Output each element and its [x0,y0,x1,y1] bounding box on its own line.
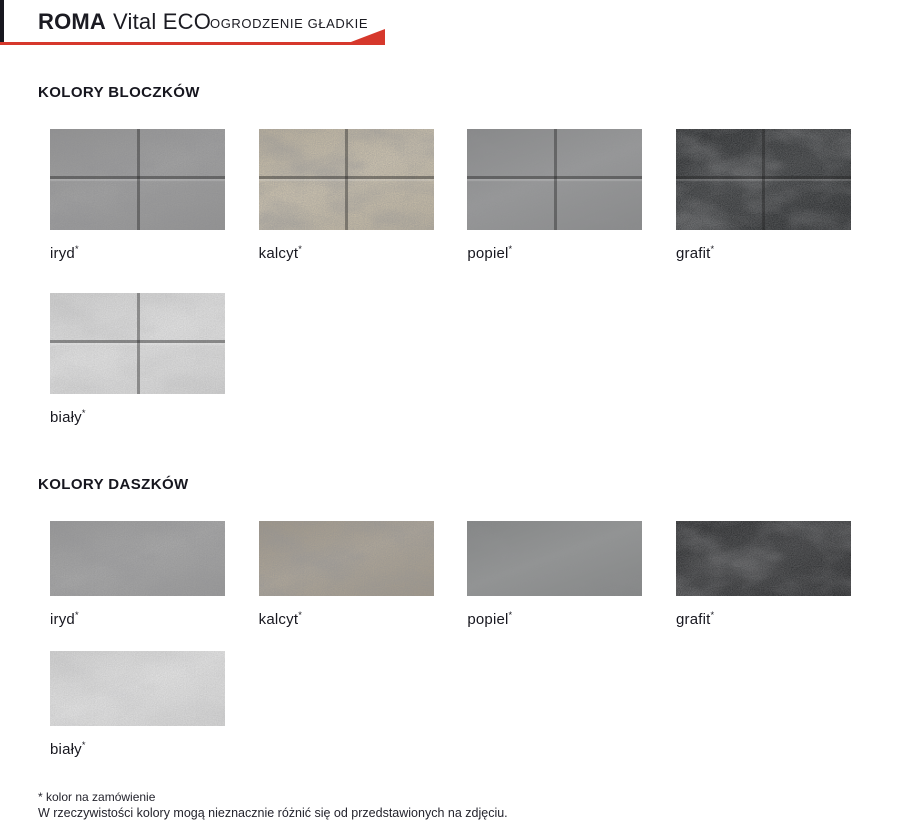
brand-title [38,9,211,35]
swatch-grid-daszki [50,521,851,760]
order-note-asterisk: * [710,610,715,620]
swatch-cell [676,129,851,264]
order-note-asterisk: * [74,610,79,620]
order-note-asterisk: * [81,408,86,418]
swatch-label: grafit* [675,244,715,262]
swatch-cell [50,521,225,630]
swatch-popiel-bloczki [467,129,642,230]
accent-underline [0,42,385,45]
swatch-label: popiel* [467,610,513,628]
swatch-label: kalcyt* [258,610,303,628]
swatch-iryd-bloczki [50,129,225,230]
swatch-kalcyt-bloczki [259,129,434,230]
swatch-label: grafit* [675,610,715,628]
swatch-cell [50,651,225,760]
order-note-asterisk: * [298,244,303,254]
brand-name-light: Vital ECO [113,9,212,34]
swatch-popiel-daszki [467,521,642,596]
swatch-kalcyt-daszki [259,521,434,596]
section-title-daszki: KOLORY DASZKÓW [38,476,189,493]
order-note-asterisk: * [710,244,715,254]
swatch-cell [676,521,851,630]
swatch-cell [259,129,434,264]
product-variant-label: OGRODZENIE GŁADKIE [210,16,369,31]
left-accent-bar [0,0,4,44]
swatch-label: iryd* [50,244,79,262]
swatch-cell [259,521,434,630]
order-note-asterisk: * [74,244,79,254]
swatch-grid-bloczki [50,129,851,428]
swatch-label: biały* [50,408,86,426]
section-title-bloczki: KOLORY BLOCZKÓW [38,84,200,101]
swatch-cell [50,129,225,264]
order-note-asterisk: * [81,740,86,750]
brand-name-bold: ROMA [38,9,107,34]
footer-note-disclaimer: W rzeczywistości kolory mogą nieznacznie różnić się od przedstawionych na zdjęciu. [38,806,508,820]
order-note-asterisk: * [508,244,513,254]
swatch-grafit-daszki [676,521,851,596]
swatch-label: iryd* [50,610,79,628]
order-note-asterisk: * [298,610,303,620]
swatch-bialy-daszki [50,651,225,726]
footer-notes [38,790,508,821]
order-note-asterisk: * [508,610,513,620]
flag-triangle-icon [343,29,385,45]
swatch-cell [467,521,642,630]
swatch-iryd-daszki [50,521,225,596]
swatch-grafit-bloczki [676,129,851,230]
footer-note-order: * kolor na zamówienie [38,790,156,804]
swatch-cell [467,129,642,264]
swatch-label: biały* [50,740,86,758]
swatch-label: kalcyt* [258,244,303,262]
swatch-cell [50,293,225,428]
swatch-label: popiel* [467,244,513,262]
swatch-bialy-bloczki [50,293,225,394]
